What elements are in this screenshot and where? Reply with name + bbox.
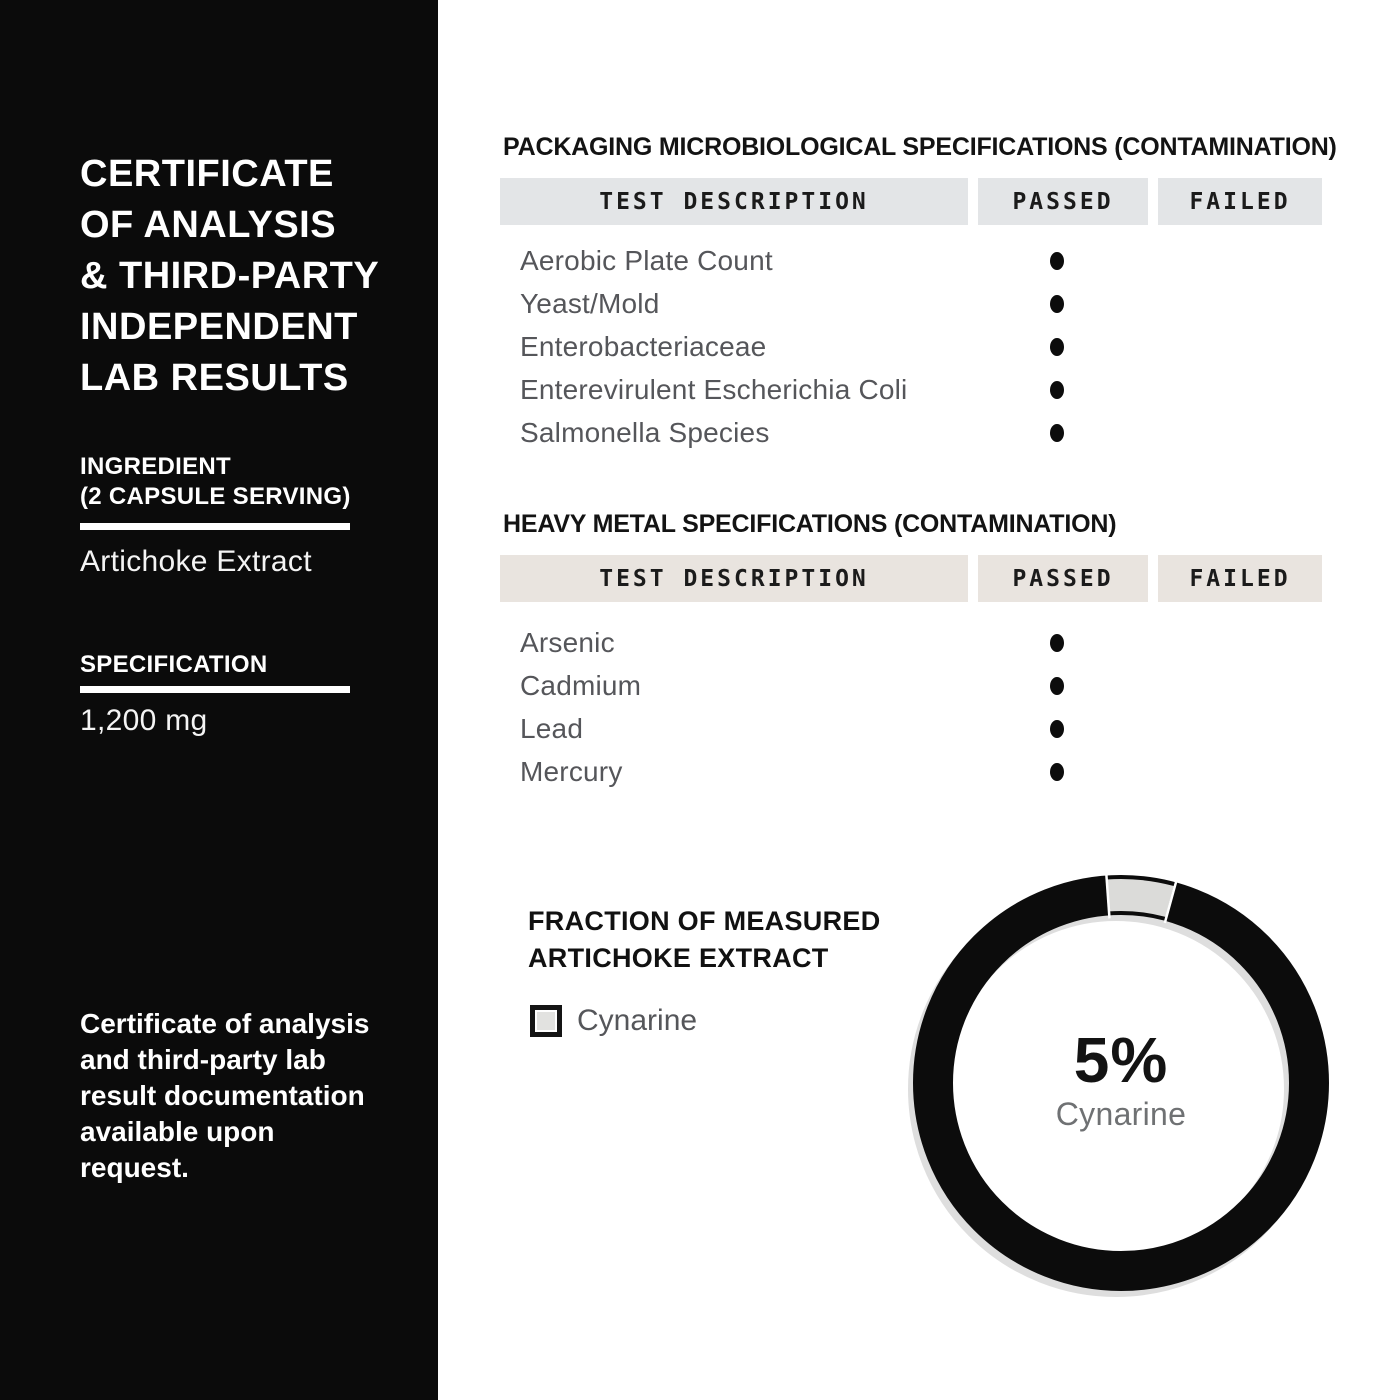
title-line: INDEPENDENT — [80, 306, 358, 349]
test-description: Mercury — [520, 755, 623, 787]
passed-dot — [1050, 381, 1064, 399]
page-title — [80, 149, 379, 404]
test-description: Enterobacteriaceae — [520, 330, 767, 362]
test-description: Cadmium — [520, 669, 642, 701]
passed-dot — [1050, 677, 1064, 695]
test-description: Enterevirulent Escherichia Coli — [520, 373, 908, 405]
failed-cell — [1158, 720, 1322, 738]
passed-cell — [978, 338, 1148, 356]
passed-dot — [1050, 424, 1064, 442]
column-header-passed: PASSED — [978, 555, 1148, 602]
ingredient-label — [80, 452, 351, 512]
failed-cell — [1158, 763, 1322, 781]
divider-rule — [80, 686, 350, 693]
micro-specs-header-row — [500, 178, 1322, 225]
column-header-test-description: TEST DESCRIPTION — [500, 178, 968, 225]
ingredient-label-line1: INGREDIENT — [80, 453, 232, 480]
chart-legend — [530, 1004, 697, 1038]
test-description: Salmonella Species — [520, 416, 770, 448]
failed-cell — [1158, 424, 1322, 442]
test-description: Lead — [520, 712, 584, 744]
specification-value: 1,200 mg — [80, 704, 208, 737]
passed-cell — [978, 252, 1148, 270]
footnote-line: available upon — [80, 1116, 275, 1147]
table-row — [500, 239, 1322, 282]
failed-cell — [1158, 381, 1322, 399]
ingredient-label-line2: (2 CAPSULE SERVING) — [80, 483, 351, 510]
table-row — [500, 325, 1322, 368]
passed-cell — [978, 295, 1148, 313]
footnote-line: result documentation — [80, 1080, 365, 1111]
column-header-passed: PASSED — [978, 178, 1148, 225]
fraction-title-line: ARTICHOKE EXTRACT — [528, 943, 829, 973]
passed-cell — [978, 634, 1148, 652]
test-description: Arsenic — [520, 626, 615, 658]
passed-cell — [978, 424, 1148, 442]
divider-rule — [80, 523, 350, 530]
heavy-metal-specs-title: HEAVY METAL SPECIFICATIONS (CONTAMINATION) — [503, 510, 1117, 538]
column-header-failed: FAILED — [1158, 178, 1322, 225]
title-line: LAB RESULTS — [80, 357, 349, 400]
micro-specs-title: PACKAGING MICROBIOLOGICAL SPECIFICATIONS (CONTAMINATION) — [503, 133, 1337, 161]
footnote-line: Certificate of analysis — [80, 1008, 370, 1039]
table-row — [500, 621, 1322, 664]
availability-footnote — [80, 1006, 369, 1186]
passed-dot — [1050, 763, 1064, 781]
ingredient-value: Artichoke Extract — [80, 545, 312, 578]
failed-cell — [1158, 634, 1322, 652]
table-row — [500, 664, 1322, 707]
title-line: & THIRD-PARTY — [80, 255, 380, 298]
donut-center-value: 5% — [1073, 1024, 1169, 1096]
passed-dot — [1050, 720, 1064, 738]
passed-cell — [978, 720, 1148, 738]
donut-center-label: Cynarine — [1055, 1096, 1187, 1132]
heavy-metal-rows — [500, 621, 1322, 793]
test-description: Yeast/Mold — [520, 287, 660, 319]
fraction-section-title — [528, 903, 881, 977]
passed-dot — [1050, 338, 1064, 356]
table-row — [500, 282, 1322, 325]
column-header-test-description: TEST DESCRIPTION — [500, 555, 968, 602]
table-row — [500, 368, 1322, 411]
failed-cell — [1158, 677, 1322, 695]
micro-specs-rows — [500, 239, 1322, 454]
title-line: CERTIFICATE — [80, 153, 334, 196]
failed-cell — [1158, 338, 1322, 356]
passed-dot — [1050, 252, 1064, 270]
table-row — [500, 411, 1322, 454]
legend-swatch-fill — [537, 1012, 555, 1030]
passed-cell — [978, 677, 1148, 695]
sidebar — [0, 0, 438, 1400]
failed-cell — [1158, 295, 1322, 313]
failed-cell — [1158, 252, 1322, 270]
legend-label: Cynarine — [577, 1004, 698, 1037]
heavy-metal-header-row — [500, 555, 1322, 602]
footnote-line: request. — [80, 1152, 189, 1183]
legend-swatch-cynarine — [530, 1005, 562, 1037]
donut-center-labels — [913, 1024, 1329, 1133]
passed-dot — [1050, 295, 1064, 313]
specification-label: SPECIFICATION — [80, 651, 268, 678]
title-line: OF ANALYSIS — [80, 204, 337, 247]
table-row — [500, 750, 1322, 793]
table-row — [500, 707, 1322, 750]
column-header-failed: FAILED — [1158, 555, 1322, 602]
passed-dot — [1050, 634, 1064, 652]
passed-cell — [978, 381, 1148, 399]
passed-cell — [978, 763, 1148, 781]
test-description: Aerobic Plate Count — [520, 244, 773, 276]
footnote-line: and third-party lab — [80, 1044, 326, 1075]
fraction-title-line: FRACTION OF MEASURED — [528, 906, 881, 936]
